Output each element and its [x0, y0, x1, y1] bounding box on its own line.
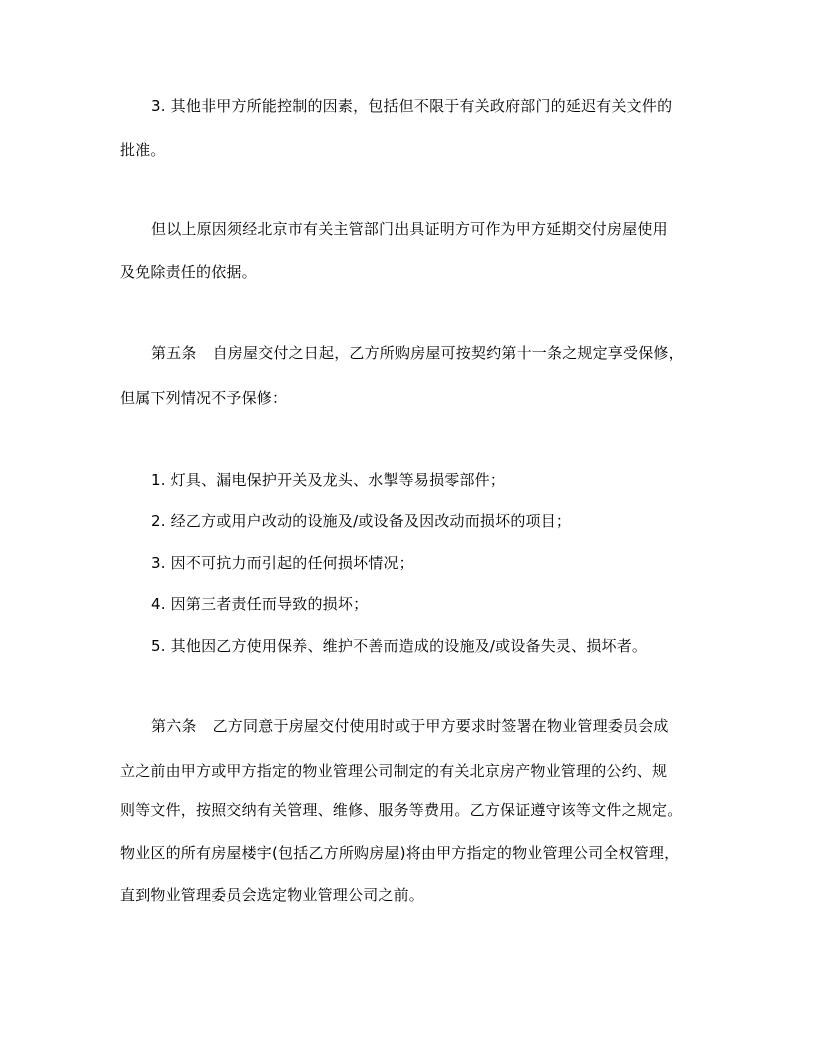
article5-line2: 但属下列情况不予保修：: [120, 389, 288, 407]
list-item: 2. 经乙方或用户改动的设施及/或设备及因改动而损坏的项目；: [151, 512, 572, 530]
article6-line5: 直到物业管理委员会选定物业管理公司之前。: [120, 886, 425, 904]
article6-line1: [151, 716, 731, 736]
list-item: 1. 灯具、漏电保护开关及龙头、水掣等易损零部件；: [151, 471, 506, 489]
list-item: 3. 因不可抗力而引起的任何损坏情况；: [151, 554, 414, 572]
note-line2: 及免除责任的依据。: [120, 263, 257, 281]
note-line1: 但以上原因须经北京市有关主管部门出具证明方可作为甲方延期交付房屋使用: [151, 220, 668, 238]
list-item: 4. 因第三者责任而导致的损坏；: [151, 595, 369, 613]
clause3-line1: 3. 其他非甲方所能控制的因素，包括但不限于有关政府部门的延迟有关文件的: [151, 97, 673, 115]
article5-heading: 第五条: [151, 344, 197, 362]
list-item: 5. 其他因乙方使用保养、维护不善而造成的设施及/或设备失灵、损坏者。: [151, 637, 648, 655]
article6-line2: 立之前由甲方或甲方指定的物业管理公司制定的有关北京房产物业管理的公约、规: [120, 762, 668, 780]
article6-heading: 第六条: [151, 717, 197, 735]
article5-line1-text: 自房屋交付之日起，乙方所购房屋可按契约第十一条之规定享受保修，: [212, 344, 684, 362]
clause3-line2: 批准。: [120, 141, 166, 159]
article6-line3: 则等文件，按照交纳有关管理、维修、服务等费用。乙方保证遵守该等文件之规定。: [120, 801, 683, 819]
article5-line1: [151, 343, 731, 363]
article6-line4: 物业区的所有房屋楼宇(包括乙方所购房屋)将由甲方指定的物业管理公司全权管理，: [120, 844, 680, 862]
article6-line1-text: 乙方同意于房屋交付使用时或于甲方要求时签署在物业管理委员会成: [212, 717, 669, 735]
